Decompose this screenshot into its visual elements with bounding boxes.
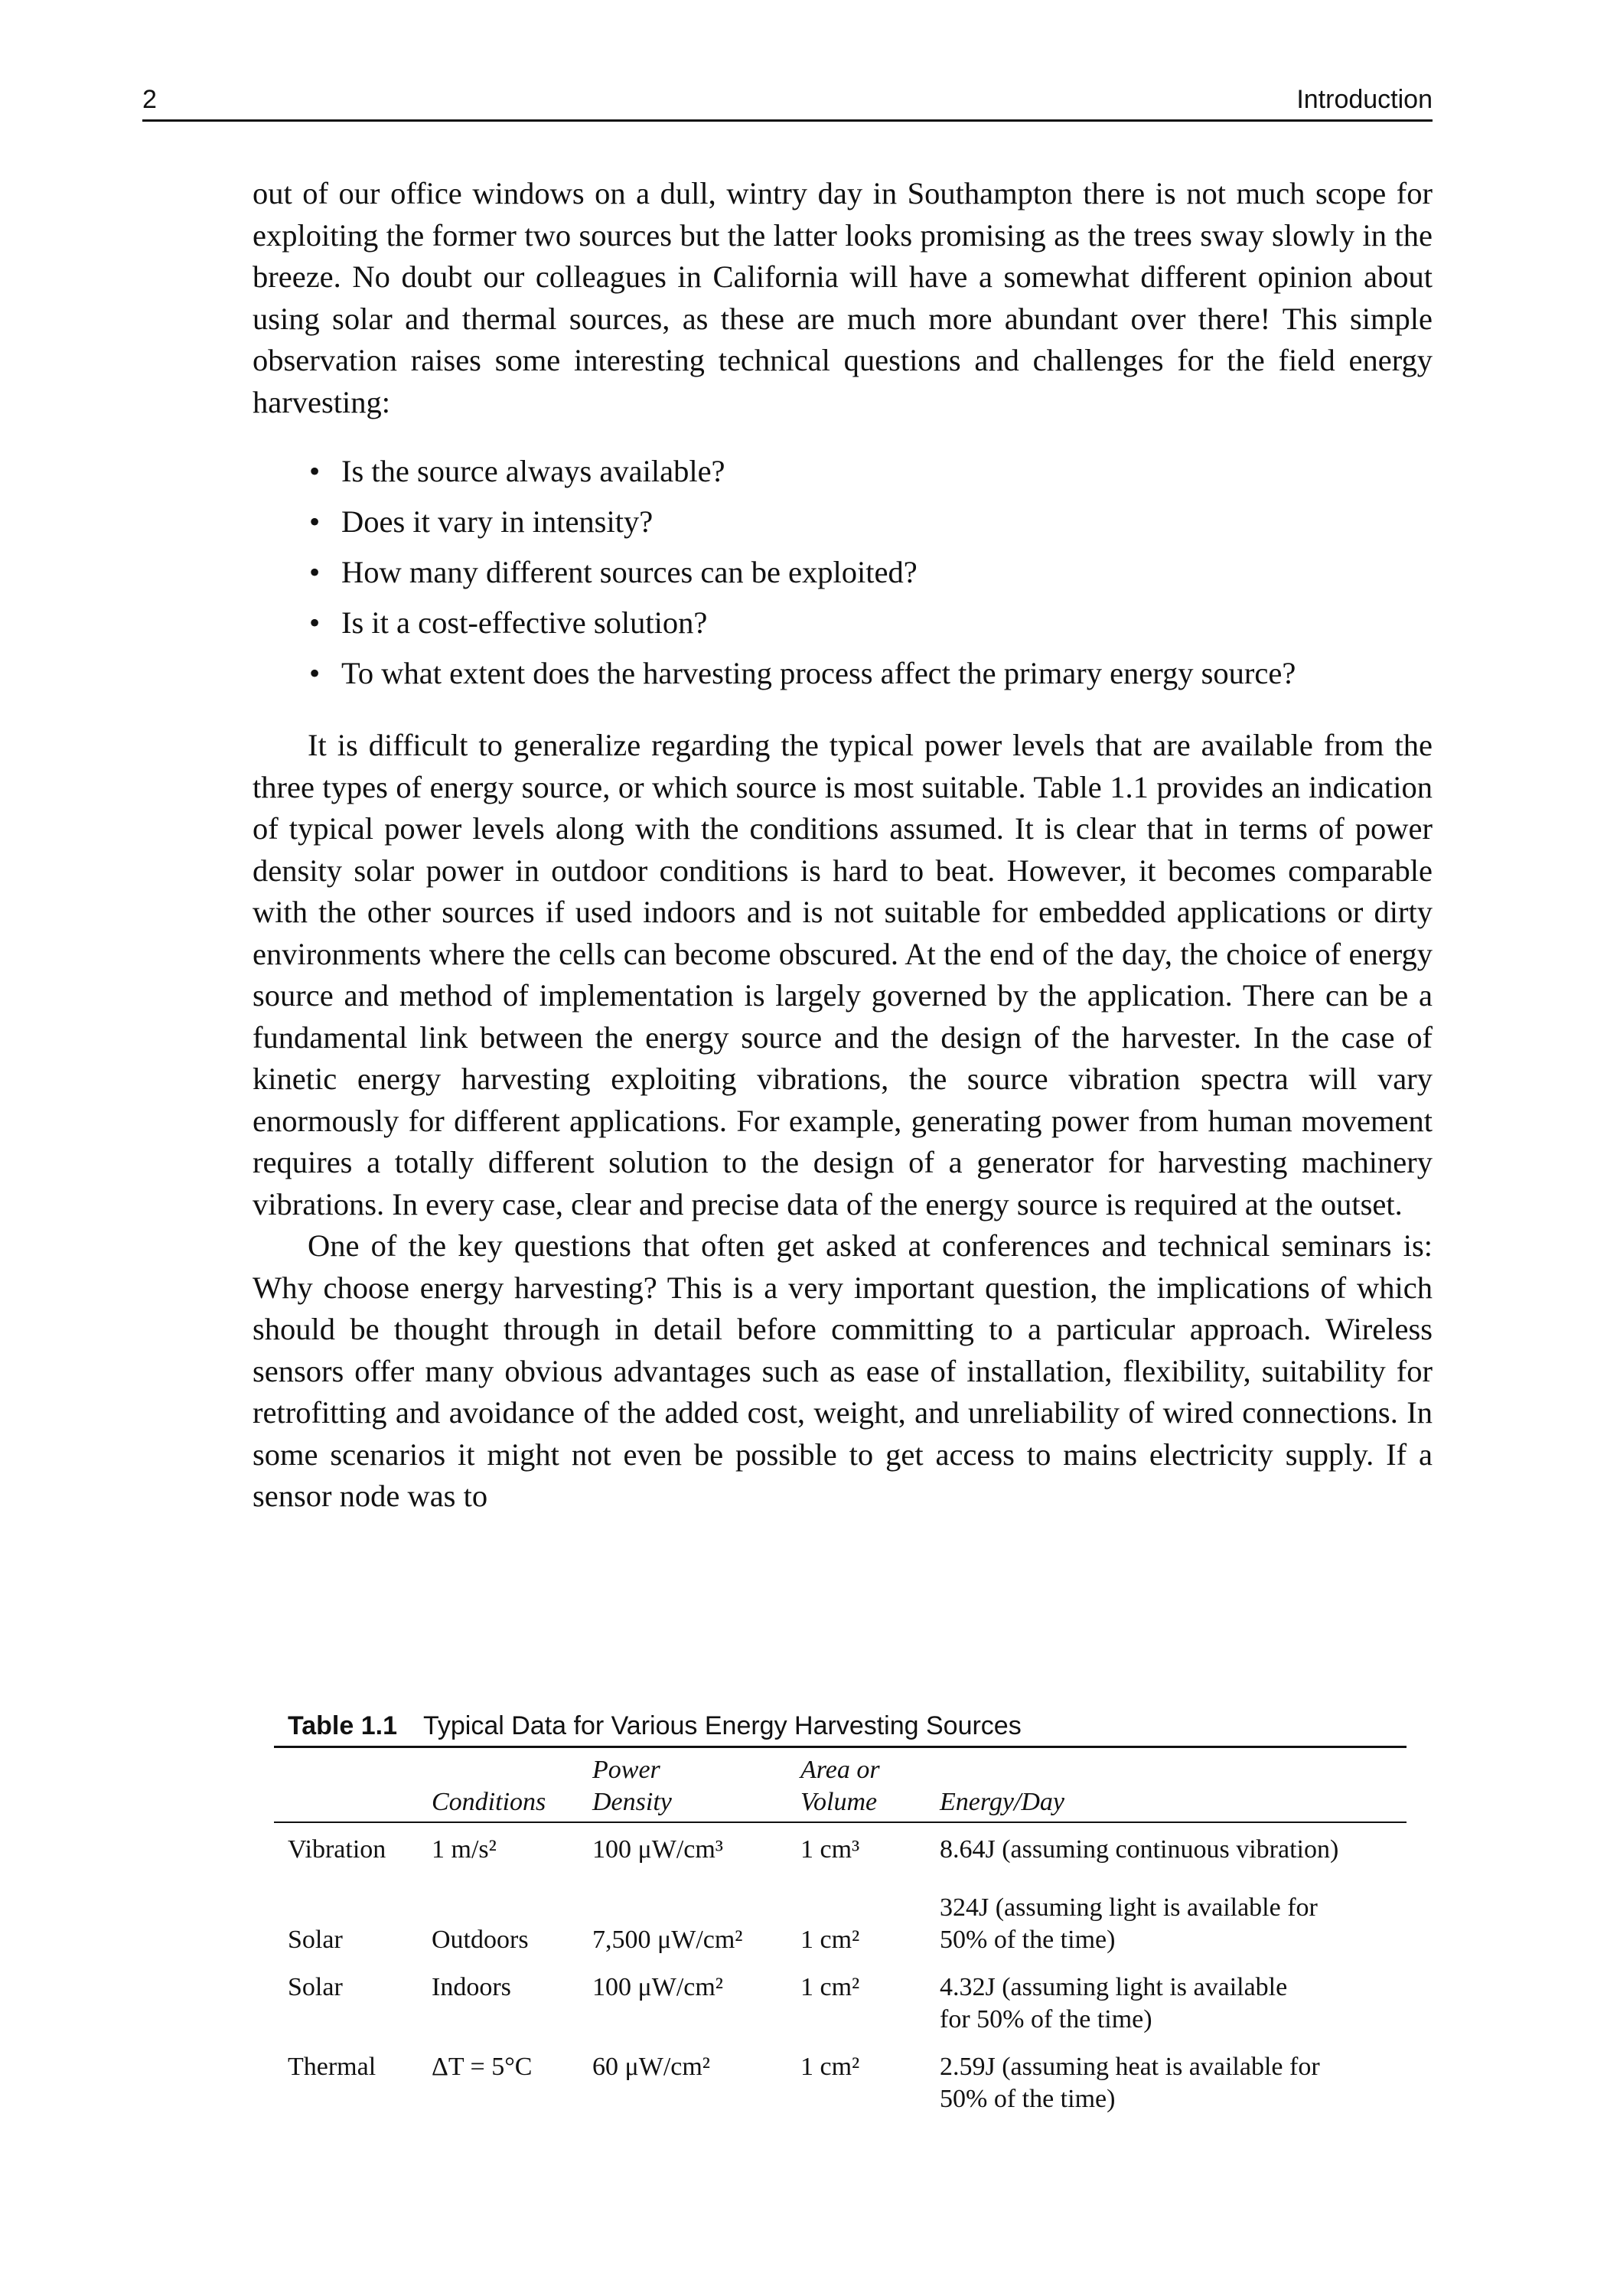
list-item-text: How many different sources can be exploited?	[341, 555, 918, 589]
table-title: Typical Data for Various Energy Harvesting Sources	[423, 1711, 1022, 1740]
table-row	[274, 1883, 1407, 1962]
page-number: 2	[142, 85, 157, 114]
bullet-icon: •	[309, 504, 321, 539]
header-power-line1: Power	[592, 1756, 660, 1784]
header-conditions: Conditions	[432, 1748, 592, 1822]
cell-energy-day	[940, 1883, 1407, 1962]
cell-area-volume: 1 cm²	[800, 2053, 860, 2081]
bullet-list	[253, 446, 1433, 699]
cell-source: Solar	[288, 1926, 343, 1954]
body-text	[253, 173, 1433, 1518]
list-item	[308, 446, 1433, 497]
running-head: Introduction	[1296, 85, 1433, 114]
table-header-row	[274, 1748, 1407, 1822]
bullet-icon: •	[309, 605, 321, 640]
cell-energy-day	[940, 2042, 1407, 2122]
header-power-line2: Density	[592, 1788, 672, 1816]
bullet-icon: •	[309, 555, 321, 589]
energy-line1: 4.32J (assuming light is available	[940, 1973, 1288, 2001]
cell-power-density: 100 μW/cm²	[592, 1973, 723, 2001]
cell-energy-day	[940, 1822, 1407, 1883]
list-item	[308, 598, 1433, 648]
bullet-icon: •	[309, 454, 321, 488]
cell-power-density: 7,500 μW/cm²	[592, 1926, 743, 1954]
energy-line2: 50% of the time)	[940, 2085, 1116, 2113]
table-caption	[274, 1711, 1407, 1748]
cell-source: Thermal	[288, 2053, 376, 2081]
cell-source: Vibration	[288, 1835, 386, 1864]
cell-power-density: 100 μW/cm³	[592, 1835, 723, 1864]
list-item	[308, 648, 1433, 699]
energy-line2: for 50% of the time)	[940, 2005, 1152, 2033]
cell-energy-day	[940, 1962, 1407, 2042]
energy-table	[274, 1748, 1407, 2122]
cell-conditions: 1 m/s²	[432, 1835, 497, 1864]
cell-source: Solar	[288, 1973, 343, 2001]
cell-power-density: 60 μW/cm²	[592, 2053, 710, 2081]
energy-line1: 8.64J (assuming continuous vibration)	[940, 1835, 1339, 1864]
table-label: Table 1.1	[288, 1711, 397, 1740]
list-item-text: Is it a cost-effective solution?	[341, 605, 708, 640]
header-energy-day: Energy/Day	[940, 1748, 1407, 1822]
paragraph-2: It is difficult to generalize regarding the typical power levels that are available from the three types of energy source, or which source is most suitable. Table 1.1 provides an indication of typical power levels along with the conditions assumed. It is clear that in terms of power density solar power in outdoor conditions is hard to beat. However, it becomes comparable with the other sources if used indoors and is not suitable for embedded applications or dirty environments where the cells can become obscured. At the end of the day, the choice of energy source and method of implementation is largely governed by the application. There can be a fundamental link between the energy source and the design of the harvester. In the case of kinetic energy harvesting exploiting vibrations, the source vibration spectra will vary enormously for different applications. For example, generating power from human movement requires a totally different solution to the design of a generator for harvesting machinery vibrations. In every case, clear and precise data of the energy source is required at the outset.	[253, 728, 1433, 1221]
energy-line1: 324J (assuming light is available for	[940, 1893, 1318, 1922]
bullet-icon: •	[309, 656, 321, 690]
table-1-1	[274, 1711, 1407, 2122]
list-item	[308, 547, 1433, 598]
header-area-line2: Volume	[800, 1788, 878, 1816]
header-area-volume	[800, 1748, 940, 1822]
cell-conditions: ΔT = 5°C	[432, 2053, 533, 2081]
list-item-text: Does it vary in intensity?	[341, 504, 654, 539]
page-header	[142, 80, 1433, 122]
list-item-text: To what extent does the harvesting process affect the primary energy source?	[341, 656, 1296, 690]
cell-conditions: Indoors	[432, 1973, 511, 2001]
energy-line2: 50% of the time)	[940, 1926, 1116, 1954]
header-area-line1: Area or	[800, 1756, 880, 1784]
header-power-density	[592, 1748, 800, 1822]
paragraph-3: One of the key questions that often get asked at conferences and technical seminars is: Why choose energy harvesting? This is a very important question, the implications of which should be thought through in detail before committing to a particular approach. Wireless sensors offer many obvious advantages such as ease of installation, flexibility, suitability for retrofitting and avoidance of the added cost, weight, and unreliability of wired connections. In some scenarios it might not even be possible to get access to mains electricity supply. If a sensor node was to	[253, 1228, 1433, 1513]
table-row	[274, 1822, 1407, 1883]
table-row	[274, 2042, 1407, 2122]
table-row	[274, 1962, 1407, 2042]
list-item	[308, 497, 1433, 547]
cell-conditions: Outdoors	[432, 1926, 529, 1954]
cell-area-volume: 1 cm²	[800, 1926, 860, 1954]
header-source	[274, 1748, 432, 1822]
list-item-text: Is the source always available?	[341, 454, 725, 488]
paragraph-1: out of our office windows on a dull, wintry day in Southampton there is not much scope for exploiting the former two sources but the latter looks promising as the trees sway slowly in the breeze. No doubt our colleagues in California will have a somewhat different opinion about using solar and thermal sources, as these are much more abundant over there! This simple observation raises some interesting technical questions and challenges for the field energy harvesting:	[253, 176, 1433, 419]
cell-area-volume: 1 cm³	[800, 1835, 860, 1864]
cell-area-volume: 1 cm²	[800, 1973, 860, 2001]
energy-line1: 2.59J (assuming heat is available for	[940, 2053, 1320, 2081]
